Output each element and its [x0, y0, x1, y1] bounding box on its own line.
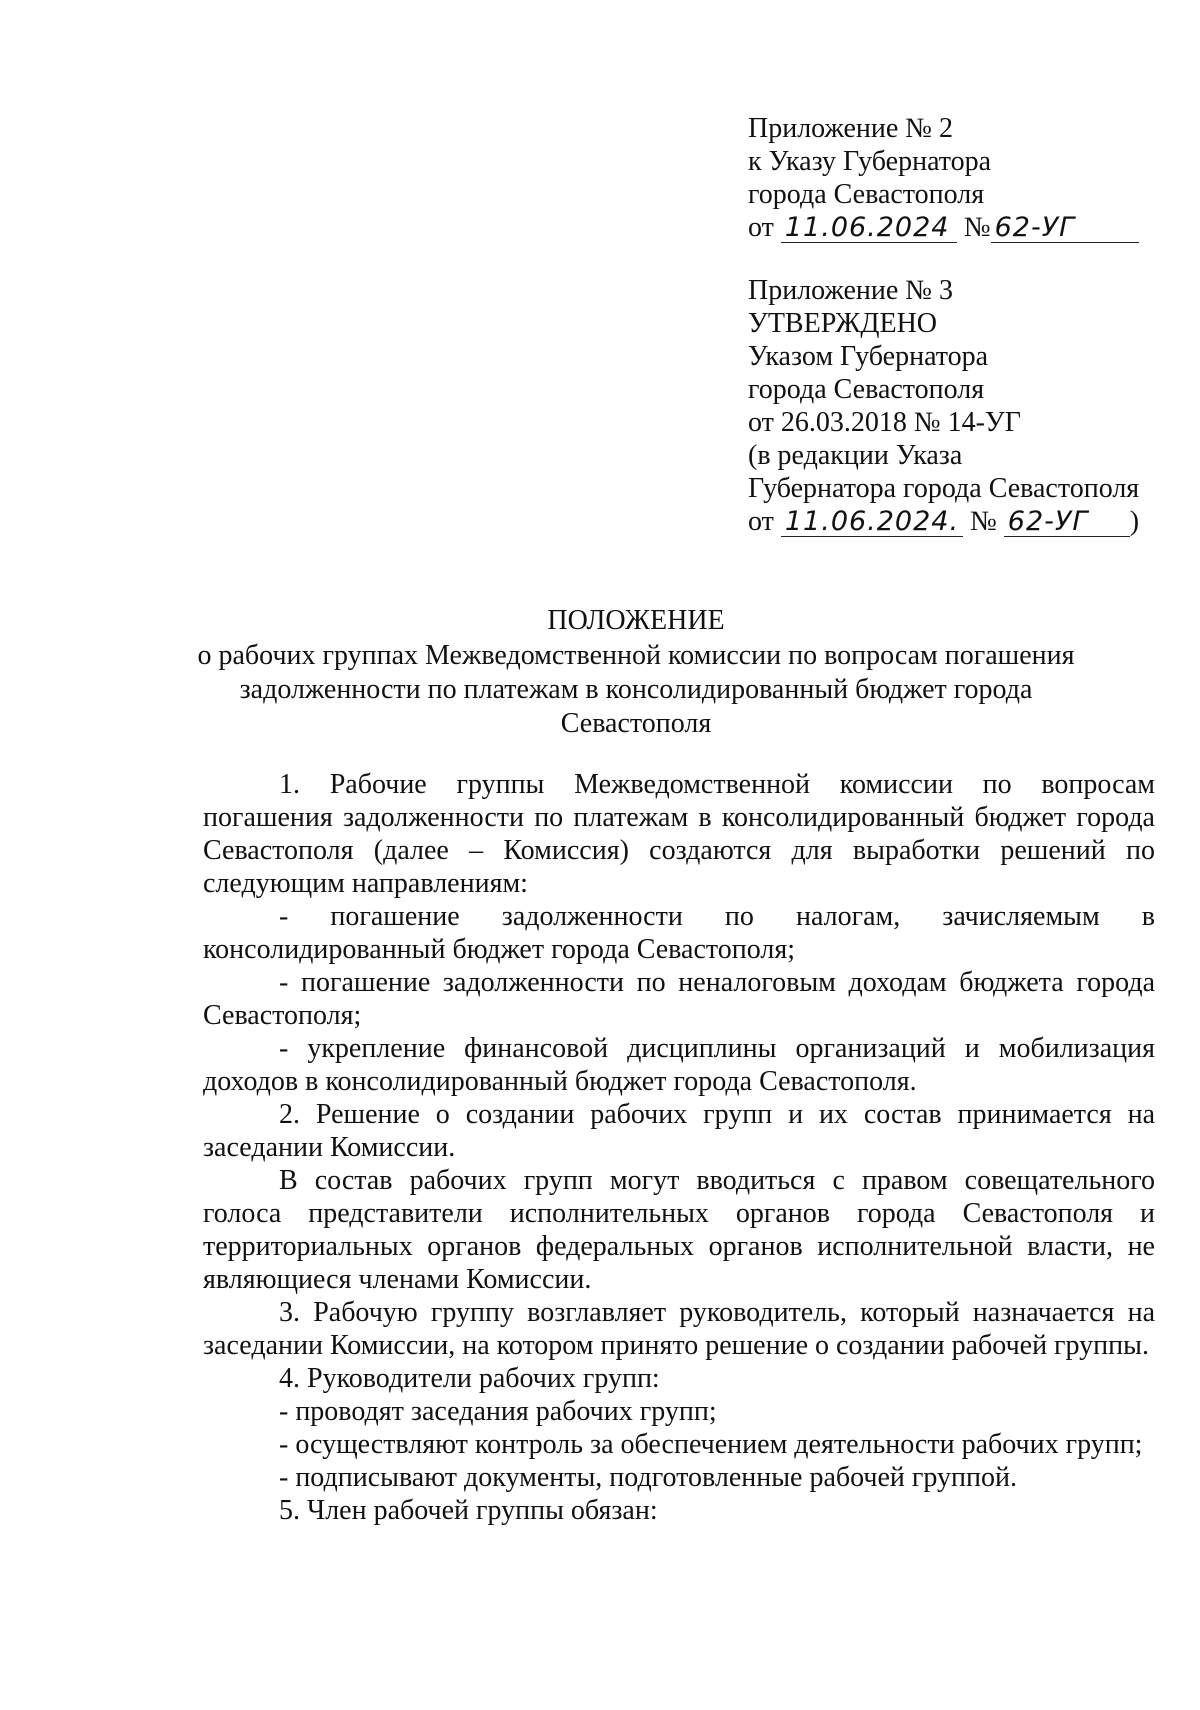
appendix-2-handwritten-date: 11.06.2024 — [781, 214, 957, 243]
appendix-2-line-2: к Указу Губернатора — [748, 146, 992, 177]
paragraph-1-item-1: - погашение задолженности по налогам, зачисляемым в консолидированный бюджет города Севастополя; — [203, 901, 1155, 965]
appendix-3-number-sign: № — [970, 506, 997, 537]
appendix-2-line-1: Приложение № 2 — [748, 113, 953, 144]
paragraph-4-item-3: - подписывают документы, подготовленные рабочей группой. — [279, 1462, 1017, 1493]
document-title — [180, 604, 1092, 741]
appendix-3-handwritten-date: 11.06.2024. — [781, 508, 963, 537]
paragraph-2-continued: В состав рабочих групп могут вводиться с правом совещательного голоса представители исполнительных органов города Севастополя и территориальных органов федеральных органов исполнительной власти, не являющиеся членами Комиссии. — [203, 1165, 1155, 1295]
appendix-3-line-5: от 26.03.2018 № 14-УГ — [748, 407, 1021, 438]
document-body — [203, 768, 1155, 1527]
title-main: ПОЛОЖЕНИЕ — [547, 605, 725, 636]
appendix-3-line-1: Приложение № 3 — [748, 275, 953, 306]
title-subtitle: о рабочих группах Межведомственной комиссии по вопросам погашения задолженности по платежам в консолидированный бюджет города Севастополя — [197, 640, 1075, 739]
paragraph-2: 2. Решение о создании рабочих групп и их состав принимается на заседании Комиссии. — [203, 1099, 1155, 1163]
paragraph-4-item-1: - проводят заседания рабочих групп; — [279, 1396, 717, 1427]
appendix-3-line-7: Губернатора города Севастополя — [748, 473, 1140, 504]
appendix-3-line-2: УТВЕРЖДЕНО — [748, 308, 938, 339]
paragraph-3: 3. Рабочую группу возглавляет руководитель, который назначается на заседании Комиссии, на котором принято решение о создании рабочей группы. — [203, 1297, 1155, 1361]
appendix-3-line-3: Указом Губернатора — [748, 341, 989, 372]
paragraph-5: 5. Член рабочей группы обязан: — [279, 1495, 658, 1526]
appendix-3-line-6: (в редакции Указа — [748, 440, 963, 471]
paragraph-1-item-2: - погашение задолженности по неналоговым доходам бюджета города Севастополя; — [203, 967, 1155, 1031]
paragraph-4-item-2: - осуществляют контроль за обеспечением деятельности рабочих групп; — [279, 1429, 1143, 1460]
appendix-3-handwritten-number: 62-УГ — [1004, 508, 1130, 537]
paragraph-1: 1. Рабочие группы Межведомственной комиссии по вопросам погашения задолженности по платежам в консолидированный бюджет города Севастополя (далее – Комиссия) создаются для выработки решений по следующим направлениям: — [203, 769, 1155, 899]
paragraph-1-item-3: - укрепление финансовой дисциплины организаций и мобилизация доходов в консолидированный бюджет города Севастополя. — [203, 1033, 1155, 1097]
appendix-3-header — [748, 274, 1139, 538]
appendix-2-from-prefix: от — [748, 212, 774, 243]
appendix-2-number-sign: № — [963, 212, 991, 243]
appendix-2-date-line — [748, 211, 1139, 244]
appendix-2-header — [748, 112, 1139, 244]
appendix-2-handwritten-number: 62-УГ — [991, 214, 1139, 243]
appendix-3-line-4: города Севастополя — [748, 374, 985, 405]
appendix-2-line-3: города Севастополя — [748, 179, 985, 210]
appendix-3-from-prefix: от — [748, 506, 774, 537]
appendix-3-date-line — [748, 505, 1139, 538]
appendix-3-closing-paren: ) — [1129, 506, 1140, 537]
paragraph-4: 4. Руководители рабочих групп: — [279, 1363, 660, 1394]
